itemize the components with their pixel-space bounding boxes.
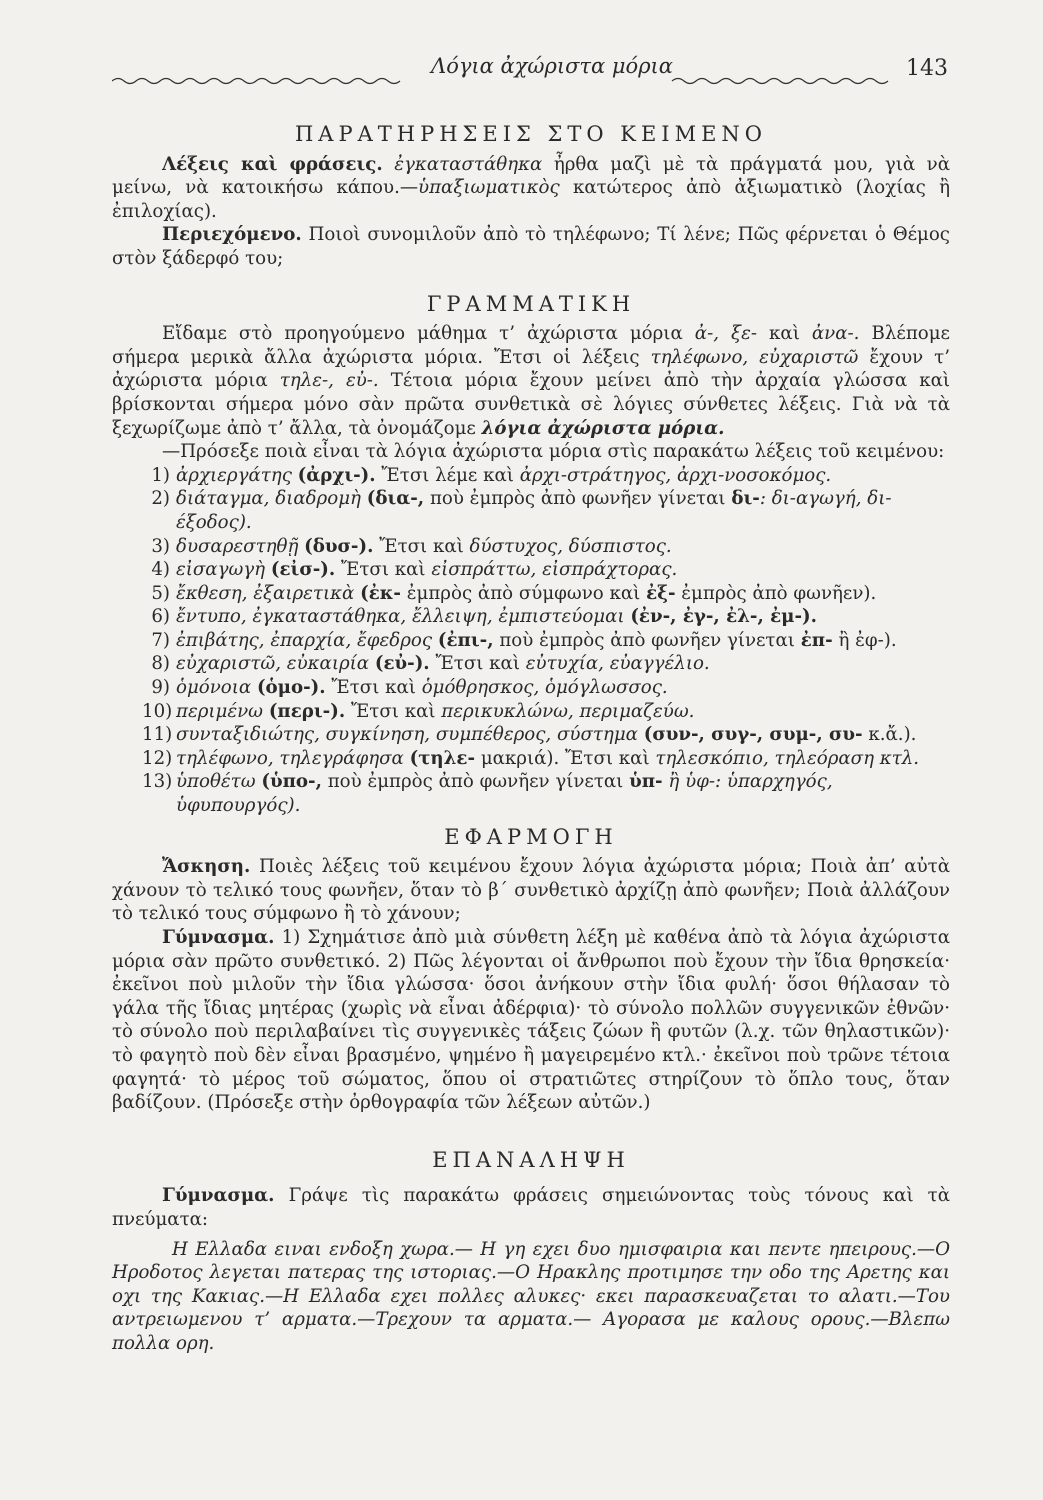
heading-observations: ΠΑΡΑΤΗΡΗΣΕΙΣ ΣΤΟ ΚΕΙΜΕΝΟ	[294, 122, 768, 146]
list-item: 8) εὐχαριστῶ, εὐκαιρία (εὐ-). Ἔτσι καὶ εὐτυχία, εὐαγγέλιο.	[151, 653, 710, 675]
vocabulary-paragraph	[112, 153, 950, 224]
vocabulary-label: Λέξεις καὶ φράσεις.	[162, 153, 383, 175]
grammar-text: καὶ	[769, 323, 800, 345]
vocabulary-term-2: ὑπαξιωματικὸς	[418, 177, 560, 199]
grammar-text: Εἴδαμε στὸ προηγούμενο μάθημα τ’ ἀχώριστα μόρια	[162, 323, 683, 345]
review-drill-text: Γράψε τὶς παρακάτω φράσεις σημειώνοντας τοὺς τόνους καὶ τὰ πνεύματα:	[112, 1185, 950, 1230]
vocabulary-term-1: ἐγκαταστάθηκα	[394, 153, 543, 175]
review-paragraph	[112, 1184, 950, 1231]
list-item: 12) τηλέφωνο, τηλεγράφησα (τηλε- μακριά). Ἔτσι καὶ τηλεσκόπιο, τηλεόραση κτλ.	[142, 747, 920, 769]
list-item: 7) ἐπιβάτης, ἐπαρχία, ἔφεδρος (ἐπι-, ποὺ ἐμπρὸς ἀπὸ φωνῆεν γίνεται ἐπ- ἢ ἐφ-).	[151, 629, 897, 651]
grammar-instruction: —Πρόσεξε ποιὰ εἶναι τὰ λόγια ἀχώριστα μόρια στὶς παρακάτω λέξεις τοῦ κειμένου:	[162, 441, 945, 463]
exercise-text: Ποιὲς λέξεις τοῦ κειμένου ἔχουν λόγια ἀχώριστα μόρια; Ποιὰ ἀπ’ αὐτὰ χάνουν τὸ τελικό τους φωνῆεν, ὅταν τὸ β΄ συνθετικὸ ἀρχίζῃ ἀπὸ φωνῆεν; Ποιὰ ἀλλάζουν τὸ τελικό τους σύμφωνο ἢ τὸ χάνουν;	[112, 856, 950, 925]
content-label: Περιεχόμενο.	[162, 224, 302, 246]
review-exercise-sentences: Η Ελλαδα ειναι ενδοξη χωρα.— Η γη εχει δυο ημισφαιρια και πεντε ηπειρους.—Ο Ηροδοτος λεγεται πατερας της ιστοριας.—Ο Ηρακλης προτιμησε την οδο της Αρετης και οχι της Κακιας.—Η Ελλαδα εχει πολλες αλυκες· εκει παρασκευαζεται το αλατι.—Του αντρειωμενου τ’ αρματα.—Τρεχουν τα αρματα.— Αγορασα με καλους ορους.—Βλεπω πολλα ορη.	[112, 1238, 950, 1354]
content-questions: Ποιοὶ συνομιλοῦν ἀπὸ τὸ τηλέφωνο; Τί λένε; Πῶς φέρνεται ὁ Θέμος στὸν ξάδερφό του;	[112, 224, 950, 269]
list-item: 9) ὁμόνοια (ὁμο-). Ἔτσι καὶ ὁμόθρησκος, ὁμόγλωσσος.	[151, 677, 668, 699]
grammar-text: Τέτοια μόρια ἔχουν μείνει ἀπὸ τὴν ἀρχαία γλώσσα καὶ βρίσκονται σήμερα μόνο σὰν πρῶτα συνθετικὰ σὲ λόγιες σύνθετες λέξεις. Γιὰ νὰ τὰ ξεχωρίζωμε ἀπὸ τ’ ἄλλα, τὰ ὀνομάζομε	[112, 370, 950, 439]
list-item: 5) ἔκθεση, ἐξαιρετικὰ (ἐκ- ἐμπρὸς ἀπὸ σύμφωνο καὶ ἐξ- ἐμπρὸς ἀπὸ φωνῆεν).	[151, 582, 877, 604]
vocabulary-definition-2: κατώτερος ἀπὸ ἀξιωματικὸ (λοχίας ἢ ἐπιλοχίας).	[112, 177, 950, 222]
grammar-example: τηλέφωνο, εὐχαριστῶ	[650, 346, 859, 368]
heading-application: ΕΦΑΡΜΟΓΗ	[444, 824, 618, 849]
grammar-example: ἀ-, ξε-	[694, 323, 757, 345]
heading-grammar: ΓΡΑΜΜΑΤΙΚΗ	[426, 291, 636, 316]
page-body	[112, 115, 950, 1356]
list-item: 11) συνταξιδιώτης, συγκίνηση, συμπέθερος, σύστημα (συν-, συγ-, συμ-, συ- κ.ἄ.).	[142, 724, 917, 746]
prefix-list	[112, 464, 950, 818]
page-number: 143	[906, 56, 948, 81]
grammar-example: τηλε-, εὐ-.	[279, 370, 379, 392]
grammar-text: Βλέπομε σήμερα μερικὰ ἄλλα ἀχώριστα μόρια. Ἔτσι οἱ λέξεις	[112, 323, 950, 368]
grammar-term: λόγια ἀχώριστα μόρια.	[481, 417, 725, 439]
list-item: 6) ἔντυπο, ἐγκαταστάθηκα, ἔλλειψη, ἐμπιστεύομαι (ἐν-, ἐγ-, ἐλ-, ἐμ-).	[151, 606, 817, 628]
content-paragraph	[112, 223, 950, 270]
drill-text: 1) Σχημάτισε ἀπὸ μιὰ σύνθετη λέξη μὲ καθένα ἀπὸ τὰ λόγια ἀχώριστα μόρια σὰν πρῶτο συνθετικό. 2) Πῶς λέγονται οἱ ἄνθρωποι ποὺ ἔχουν τὴν ἴδια θρησκεία· ἐκεῖνοι ποὺ μιλοῦν τὴν ἴδια γλώσσα· ὅσοι ἀνήκουν στὴν ἴδια φυλή· ὅσοι θήλασαν τὸ γάλα τῆς ἴδιας μητέρας (χωρὶς νὰ εἶναι ἀδέρφια)· τὸ σύνολο πολλῶν συγγενικῶν ἐθνῶν· τὸ σύνολο ποὺ περιλαβαίνει τὶς συγγενικὲς τάξεις ζώων ἢ φυτῶν (λ.χ. τῶν θηλαστικῶν)· τὸ φαγητὸ ποὺ δὲν εἶναι βρασμένο, ψημένο ἢ μαγειρεμένο κτλ.· ἐκεῖνοι ποὺ τρῶνε τέτοια φαγητά· τὸ μέρος τοῦ σώματος, ὅπου οἱ στρατιῶτες στηρίζουν τὸ ὅπλο τους, ὅταν βαδίζουν. (Πρόσεξε στὴν ὀρθογραφία τῶν λέξεων αὐτῶν.)	[112, 927, 950, 1114]
drill-paragraph	[112, 926, 950, 1115]
running-header	[112, 50, 952, 90]
grammar-paragraph	[112, 322, 950, 440]
vocabulary-definition-1: ἦρθα μαζὶ μὲ τὰ πράγματά μου, γιὰ νὰ μείνω, νὰ κατοικήσω κάπου.—	[112, 153, 950, 199]
list-item: 10) περιμένω (περι-). Ἔτσι καὶ περικυκλώνω, περιμαζεύω.	[142, 700, 695, 722]
running-title: Λόγια ἀχώριστα μόρια	[431, 54, 673, 78]
exercise-label: Ἄσκηση.	[162, 856, 251, 878]
list-item: 3) δυσαρεστηθῇ (δυσ-). Ἔτσι καὶ δύστυχος, δύσπιστος.	[151, 535, 672, 557]
grammar-example: ἀνα-.	[811, 323, 860, 345]
list-item: 1) ἀρχιεργάτης (ἀρχι-). Ἔτσι λέμε καὶ ἀρχι-στράτηγος, ἀρχι-νοσοκόμος.	[151, 464, 832, 486]
list-item: 13) ὑποθέτω (ὑπο-, ποὺ ἐμπρὸς ἀπὸ φωνῆεν γίνεται ὑπ- ἢ ὑφ-: ὑπαρχηγός, ὑφυπουργός).	[142, 771, 833, 817]
grammar-text: ἔχουν τ’ ἀχώριστα μόρια	[112, 346, 950, 392]
review-drill-label: Γύμνασμα.	[162, 1185, 275, 1207]
list-item: 2) διάταγμα, διαδρομὴ (δια-, ποὺ ἐμπρὸς ἀπὸ φωνῆεν γίνεται δι-: δι-αγωγή, δι-έξοδος).	[151, 488, 892, 533]
exercise-paragraph	[112, 855, 950, 926]
drill-label: Γύμνασμα.	[162, 927, 275, 948]
wavy-rule-decoration	[112, 74, 952, 88]
list-item: 4) εἰσαγωγὴ (εἰσ-). Ἔτσι καὶ εἰσπράττω, εἰσπράχτορας.	[151, 559, 678, 581]
heading-review: ΕΠΑΝΑΛΗΨΗ	[432, 1147, 630, 1172]
